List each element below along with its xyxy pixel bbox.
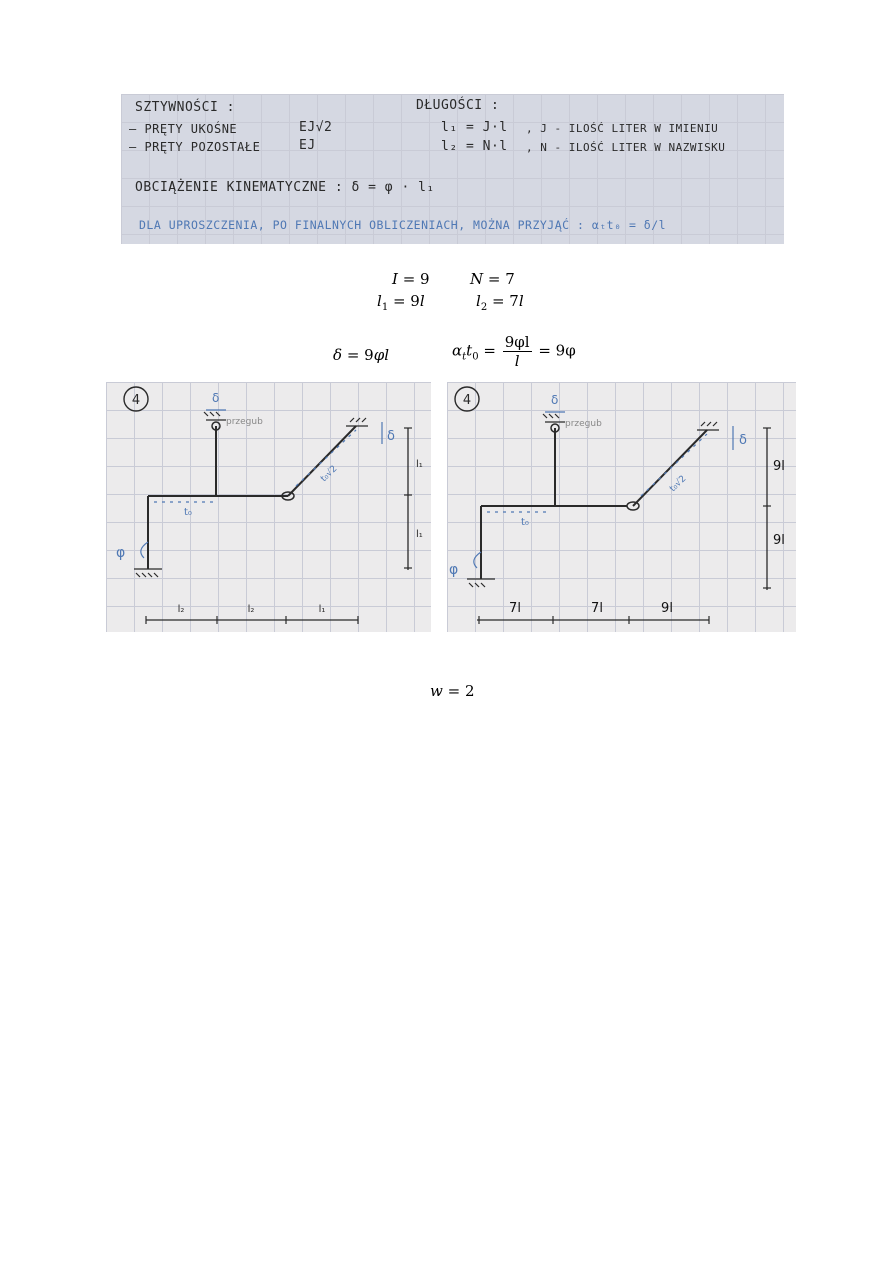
diag-temp-label: t₀√2 bbox=[319, 464, 340, 485]
l1-note: , J - ILOŚĆ LITER W IMIENIU bbox=[526, 122, 719, 135]
frame-diagram-right bbox=[447, 382, 796, 632]
other-bars-value: EJ bbox=[299, 138, 316, 153]
figure-right bbox=[447, 382, 796, 632]
value-I: I = 9 bbox=[392, 270, 430, 288]
dim-bottom-1: 7l bbox=[509, 601, 521, 616]
dim-right-2: l₁ bbox=[416, 529, 423, 540]
temp-label: t₀ bbox=[521, 517, 529, 528]
fraction: $\frac{9\varphi l}{l}$ bbox=[504, 333, 530, 370]
stiffness-title: SZTYWNOŚCI : bbox=[135, 100, 235, 115]
dim-bottom-2: l₂ bbox=[247, 604, 255, 615]
value-l1: $l_1 = 9l$ bbox=[377, 292, 425, 313]
delta-top: δ bbox=[551, 393, 559, 407]
hinge-label: przegub bbox=[226, 417, 263, 427]
lengths-title: DŁUGOŚCI : bbox=[416, 98, 500, 113]
temp-label: t₀ bbox=[184, 507, 192, 518]
kinematic-load: OBCIĄŻENIE KINEMATYCZNE : δ = φ · l₁ bbox=[135, 180, 435, 195]
value-alpha-t0: $\alpha_tt_0$ = $\frac{9\varphi l}{l}$ = 9φ bbox=[452, 333, 576, 370]
header-note-card bbox=[121, 94, 784, 244]
frame-diagram-left bbox=[106, 382, 431, 632]
l2-note: , N - ILOŚĆ LITER W NAZWISKU bbox=[526, 141, 726, 154]
dim-right-1: l₁ bbox=[416, 459, 423, 470]
dim-bottom-2: 7l bbox=[591, 601, 603, 616]
diagonal-bars-label: – PRĘTY UKOŚNE bbox=[129, 122, 238, 136]
hinge-label: przegub bbox=[565, 419, 602, 429]
badge-number: 4 bbox=[131, 393, 141, 408]
value-delta: δ = 9φl bbox=[333, 346, 390, 364]
badge-number: 4 bbox=[462, 393, 472, 408]
diagonal-bars-value: EJ√2 bbox=[299, 120, 333, 135]
phi-label: φ bbox=[449, 562, 459, 578]
delta-right: δ bbox=[739, 433, 747, 448]
phi-label: φ bbox=[116, 545, 126, 561]
delta-right: δ bbox=[387, 429, 395, 444]
value-w: w = 2 bbox=[430, 682, 475, 700]
delta-top: δ bbox=[212, 391, 220, 405]
dim-bottom-1: l₂ bbox=[177, 604, 185, 615]
dim-bottom-3: l₁ bbox=[318, 604, 326, 615]
value-N: N = 7 bbox=[470, 270, 515, 288]
dim-right-1: 9l bbox=[773, 459, 785, 474]
l1-formula: l₁ = J·l bbox=[441, 120, 508, 135]
dim-right-2: 9l bbox=[773, 533, 785, 548]
other-bars-label: – PRĘTY POZOSTAŁE bbox=[129, 140, 261, 154]
l2-formula: l₂ = N·l bbox=[441, 139, 508, 154]
figure-left bbox=[106, 382, 431, 632]
diag-temp-label: t₀√2 bbox=[668, 474, 689, 495]
value-l2: $l_2 = 7l$ bbox=[476, 292, 524, 313]
simplification-note: DLA UPROSZCZENIA, PO FINALNYCH OBLICZENIACH, MOŻNA PRZYJĄĆ : αₜt₀ = δ/l bbox=[139, 218, 667, 232]
dim-bottom-3: 9l bbox=[661, 601, 673, 616]
